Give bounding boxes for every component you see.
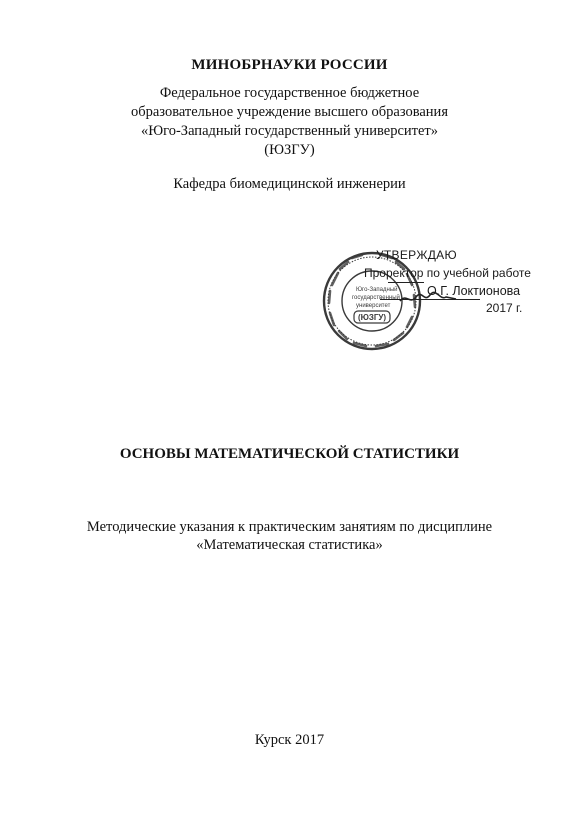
svg-text:Юго-Западный: Юго-Западный bbox=[356, 287, 398, 293]
institution-line-1: Федеральное государственное бюджетное bbox=[159, 85, 420, 101]
approval-date: 2017 г. bbox=[486, 301, 523, 315]
svg-text:университет: университет bbox=[356, 303, 391, 309]
approval-block bbox=[318, 245, 578, 375]
document-title: ОСНОВЫ МАТЕМАТИЧЕСКОЙ СТАТИСТИКИ bbox=[119, 446, 460, 462]
document-subtitle-line-2: «Математическая статистика» bbox=[196, 537, 383, 553]
institution-abbreviation: (ЮЗГУ) bbox=[264, 142, 315, 158]
department-name: Кафедра биомедицинской инженерии bbox=[173, 176, 406, 192]
svg-text:государственный: государственный bbox=[352, 295, 400, 301]
approver-name: О.Г. Локтионова bbox=[427, 284, 521, 298]
document-subtitle-line-1: Методические указания к практическим занятиям по дисциплине bbox=[86, 519, 493, 535]
signature-icon bbox=[398, 289, 458, 307]
approver-role: Проректор по учебной работе bbox=[364, 266, 531, 280]
ministry-heading: МИНОБРНАУКИ РОССИИ bbox=[191, 57, 388, 73]
approval-title: УТВЕРЖДАЮ bbox=[376, 248, 457, 262]
institution-line-2: образовательное учреждение высшего образования bbox=[130, 104, 448, 120]
signature-line bbox=[388, 282, 424, 283]
institution-line-3: «Юго-Западный государственный университет» bbox=[140, 123, 439, 139]
city-year: Курск 2017 bbox=[254, 732, 325, 748]
seal-label: (ЮЗГУ) bbox=[357, 313, 387, 322]
